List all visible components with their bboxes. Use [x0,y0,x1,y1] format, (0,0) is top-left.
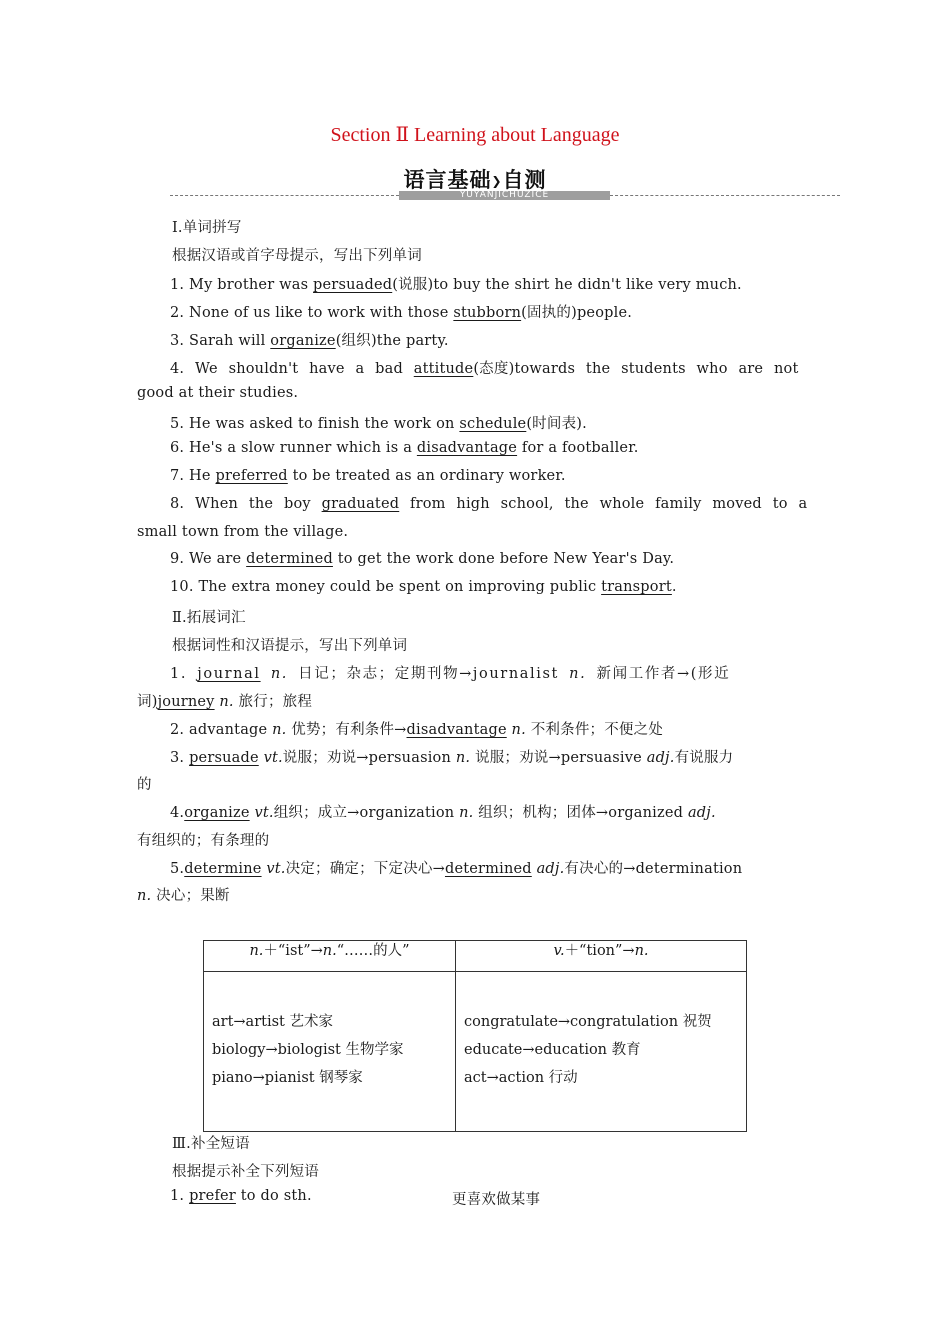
answer-blank: journal [197,666,261,682]
part2-heading: Ⅱ.拓展词汇 [172,610,246,626]
banner-dash-right [610,195,840,196]
answer-blank: disadvantage [416,440,518,456]
part1-heading: Ⅰ.单词拼写 [172,220,242,236]
table-row [204,972,747,1132]
list-item: 2. None of us like to work with those stubborn(固执的)people. [170,305,633,321]
list-item: 5.determine vt.决定；确定；下定决心→determined adj.有决心的→determination [170,861,743,877]
word-formation-table [203,940,747,1132]
part2-instruction: 根据词性和汉语提示，写出下列单词 [172,638,408,654]
answer-blank: graduated [321,496,400,512]
list-item: 8. When the boy graduated from high school, the whole family moved to a [170,496,808,512]
list-item-continuation: 词)journey n. 旅行；旅程 [137,694,313,710]
answer-blank: disadvantage [406,722,507,738]
answer-blank: determined [246,551,333,567]
list-item: 3. persuade vt.说服；劝说→persuasion n. 说服；劝说→persuasive adj.有说服力 [170,750,734,766]
answer-blank: attitude [413,361,474,377]
answer-blank: transport [601,579,672,595]
table-cell [456,972,747,1132]
answer-blank: journey [157,694,215,710]
table-header-cell: n.＋“ist”→n.“……的人” [204,941,456,972]
answer-blank: stubborn [453,305,522,321]
answer-blank: determine [184,861,262,877]
list-item-continuation: small town from the village. [137,524,349,540]
table-cell-line: biology→biologist 生物学家 [212,1042,404,1058]
answer-blank: persuade [189,750,259,766]
list-item: 5. He was asked to finish the work on schedule(时间表). [170,416,587,432]
phrase-meaning: 更喜欢做某事 [452,1192,541,1208]
list-item-continuation: good at their studies. [137,385,299,401]
list-item: 4. We shouldn't have a bad attitude(态度)towards the students who are not [170,361,799,377]
table-cell-line: art→artist 艺术家 [212,1014,333,1030]
list-item: 6. He's a slow runner which is a disadvantage for a footballer. [170,440,639,456]
list-item: 7. He preferred to be treated as an ordinary worker. [170,468,566,484]
list-item: 3. Sarah will organize(组织)the party. [170,333,449,349]
list-item: 1. My brother was persuaded(说服)to buy the shirt he didn't like very much. [170,277,742,293]
list-item-continuation: 的 [137,777,152,793]
answer-blank: organize [270,333,336,349]
answer-blank: prefer [189,1188,236,1204]
table-cell-line: congratulate→congratulation 祝贺 [464,1014,712,1030]
section-banner [0,160,950,204]
part3-instruction: 根据提示补全下列短语 [172,1164,319,1180]
part1-instruction: 根据汉语或首字母提示，写出下列单词 [172,248,422,264]
list-item-continuation: n. 决心；果断 [137,888,230,904]
banner-pinyin: YUYANJICHUZICE [399,191,610,200]
list-item: 2. advantage n. 优势；有利条件→disadvantage n. 不利条件；不便之处 [170,722,664,738]
part3-heading: Ⅲ.补全短语 [172,1136,250,1152]
table-cell-line: educate→education 教育 [464,1042,641,1058]
banner-dash-left [170,195,399,196]
table-header-cell: v.＋“tion”→n. [456,941,747,972]
table-cell-line: piano→pianist 钢琴家 [212,1070,363,1086]
answer-blank: persuaded [313,277,393,293]
list-item: 1. prefer to do sth. [170,1188,312,1204]
banner-heading: 语言基础❯自测 [403,168,547,192]
answer-blank: preferred [215,468,288,484]
chevron-right-icon: ❯ [491,174,503,188]
list-item: 1. journal n. 日记；杂志；定期刊物→journalist n. 新闻工作者→(形近 [170,666,731,682]
answer-blank: determined [444,861,532,877]
list-item-continuation: 有组织的；有条理的 [137,833,270,849]
list-item: 9. We are determined to get the work done before New Year's Day. [170,551,675,567]
table-cell-line: act→action 行动 [464,1070,578,1086]
list-item: 4.organize vt.组织；成立→organization n. 组织；机构；团体→organized adj. [170,805,716,821]
table-cell [204,972,456,1132]
list-item: 10. The extra money could be spent on improving public transport. [170,579,677,595]
answer-blank: organize [184,805,250,821]
page-title: Section Ⅱ Learning about Language [330,124,620,146]
table-header-row [204,941,747,972]
answer-blank: schedule [459,416,527,432]
